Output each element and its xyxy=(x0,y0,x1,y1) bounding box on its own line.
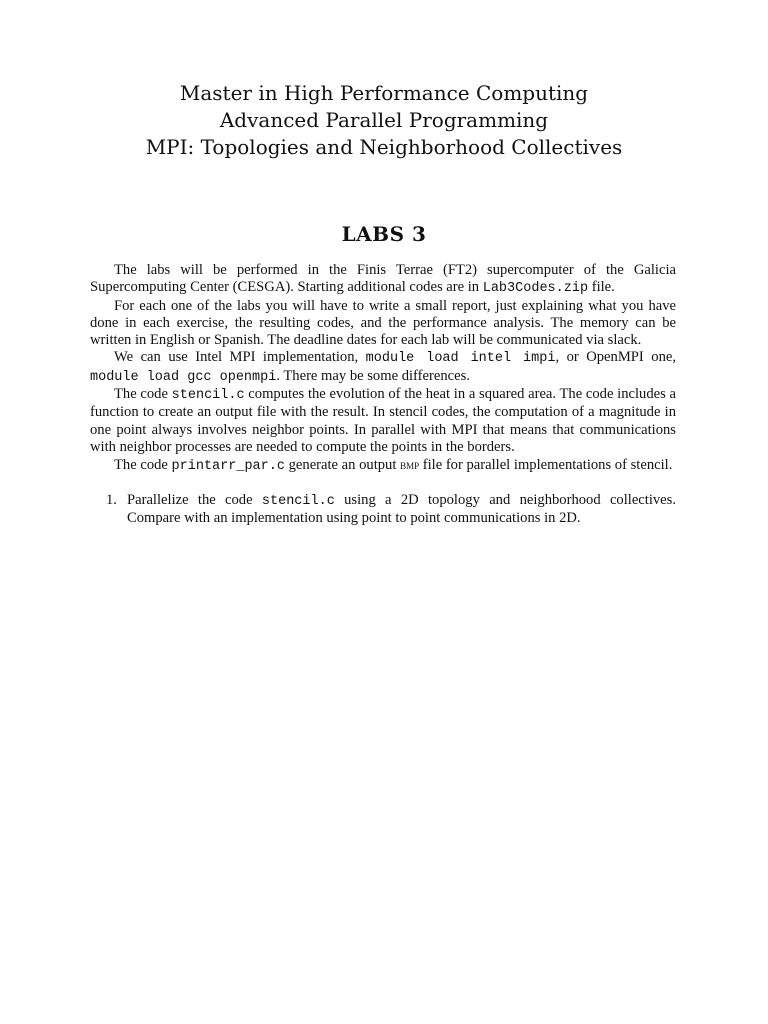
paragraph-intro xyxy=(90,262,676,298)
exercise-text: Parallelize the code xyxy=(127,491,262,508)
paragraph-mpi-tail: . There may be some differences. xyxy=(276,367,470,384)
paragraph-stencil-tail: computes the evolution of the heat in a squared area. The code includes a function to create an output file with the result. In stencil codes, the computation of a magnitude in one point always involves neighbor points. In parallel with MPI that means that communications with neighbor processes are needed to compute the points in the borders. xyxy=(90,386,676,455)
section-heading: LABS 3 xyxy=(341,222,427,246)
stencil-code: stencil.c xyxy=(171,388,245,404)
intel-module-code: module load intel impi xyxy=(365,351,556,367)
document-title xyxy=(0,80,768,161)
exercise-list xyxy=(90,492,676,528)
title-line-course: Advanced Parallel Programming xyxy=(219,108,549,132)
document-body xyxy=(90,262,676,527)
paragraph-mpi-middle: , or OpenMPI one, xyxy=(555,349,676,366)
paragraph-printarr-text: The code xyxy=(114,457,172,474)
exercise-number: 1. xyxy=(106,491,117,508)
bmp-label: bmp xyxy=(400,457,420,473)
printarr-code: printarr_par.c xyxy=(171,459,285,475)
paragraph-intro-tail: file. xyxy=(588,279,615,296)
openmpi-module-code: module load gcc openmpi xyxy=(90,369,277,385)
paragraph-printarr xyxy=(90,456,676,475)
title-line-topic: MPI: Topologies and Neighborhood Collectives xyxy=(145,135,623,159)
paragraph-stencil xyxy=(90,386,676,456)
list-item xyxy=(90,492,676,528)
paragraph-mpi-text: We can use Intel MPI implementation, xyxy=(114,349,366,366)
filename-code: Lab3Codes.zip xyxy=(482,281,589,297)
exercise-stencil-code: stencil.c xyxy=(261,493,335,509)
exercise-text-tail: using a 2D topology and neighborhood collectives. Compare with an implementation using point to point communications in 2D. xyxy=(127,491,676,526)
title-line-program: Master in High Performance Computing xyxy=(179,81,589,105)
paragraph-intro-text: The labs will be performed in the Finis Terrae (FT2) supercomputer of the Galicia Supercomputing Center (CESGA). Starting additional codes are in xyxy=(90,262,676,296)
paragraph-printarr-middle: generate an output xyxy=(284,457,401,474)
paragraph-report: For each one of the labs you will have to write a small report, just explaining what you have done in each exercise, the resulting codes, and the performance analysis. The memory can be written in English or Spanish. The deadline dates for each lab will be communicated via slack. xyxy=(90,297,676,349)
paragraph-stencil-text: The code xyxy=(114,386,172,403)
paragraph-mpi xyxy=(90,349,676,386)
paragraph-printarr-tail: file for parallel implementations of stencil. xyxy=(419,457,673,474)
